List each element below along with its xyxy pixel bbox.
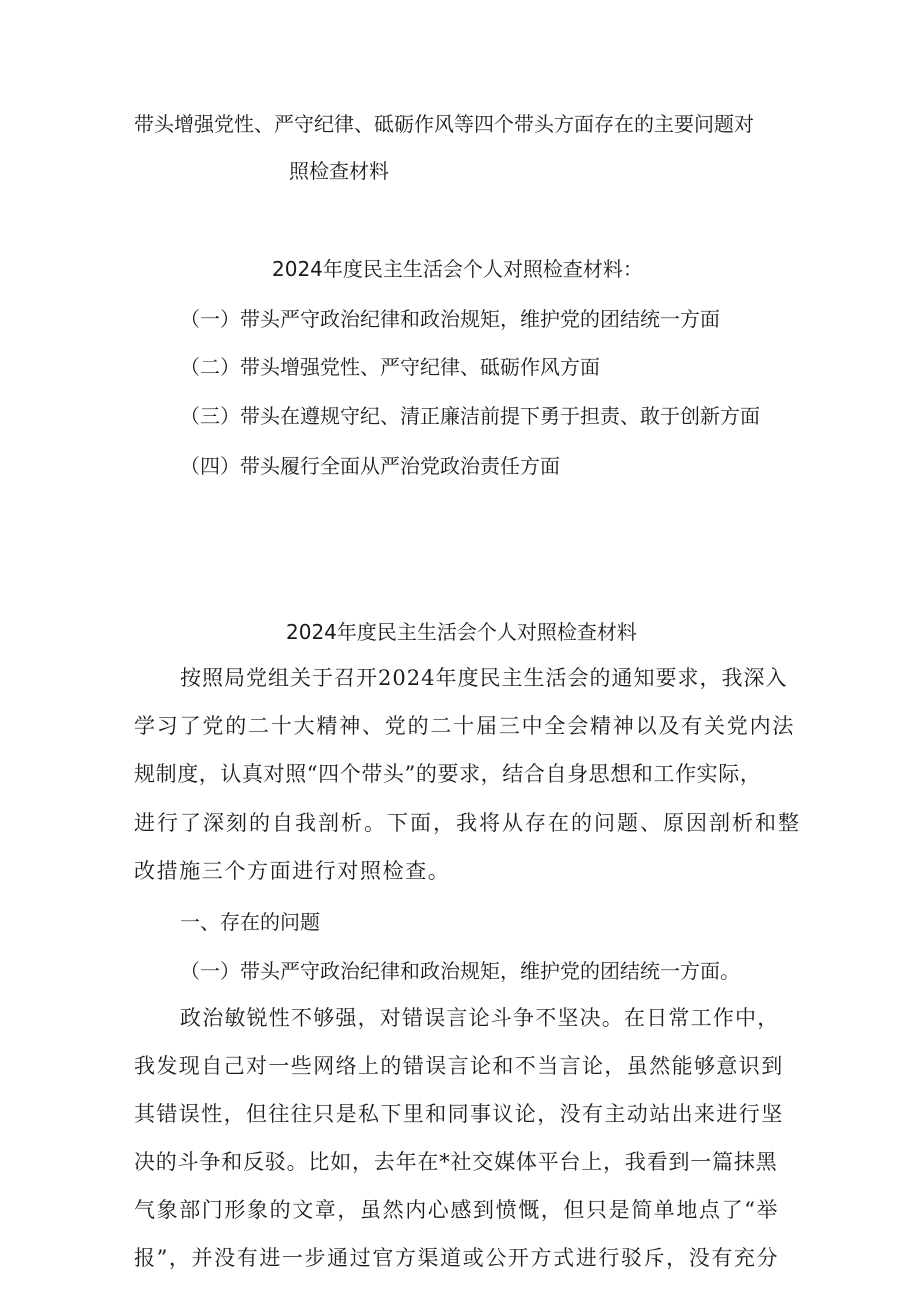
para-line-6: 报”，并没有进一步通过官方渠道或公开方式进行驳斥，没有充分 — [134, 1246, 780, 1270]
summary-item-2: （二）带头增强党性、严守纪律、砥砺作风方面 — [180, 355, 600, 379]
para-line-4: 决的斗争和反驳。比如，去年在*社交媒体平台上，我看到一篇抹黑 — [134, 1150, 778, 1174]
intro-line-2: 学习了党的二十大精神、党的二十届三中全会精神以及有关党内法 — [134, 714, 796, 738]
document-title-line-1: 带头增强党性、严守纪律、砥砺作风等四个带头方面存在的主要问题对 — [134, 112, 754, 136]
summary-item-4: （四）带头履行全面从严治党政治责任方面 — [180, 454, 560, 478]
section-title: 2024年度民主生活会个人对照检查材料 — [286, 620, 637, 644]
summary-subtitle: 2024年度民主生活会个人对照检查材料： — [272, 257, 643, 281]
para-line-3: 其错误性，但往往只是私下里和同事议论，没有主动站出来进行坚 — [134, 1102, 784, 1126]
document-title-line-2: 照检查材料 — [289, 159, 389, 183]
heading-existing-problems: 一、存在的问题 — [180, 910, 320, 934]
intro-line-5: 改措施三个方面进行对照检查。 — [134, 859, 451, 883]
heading-subsection-1: （一）带头严守政治纪律和政治规矩，维护党的团结统一方面。 — [180, 959, 740, 983]
para-line-2: 我发现自己对一些网络上的错误言论和不当言论，虽然能够意识到 — [134, 1054, 784, 1078]
para-line-5: 气象部门形象的文章，虽然内心感到愤慨，但只是简单地点了“举 — [134, 1198, 780, 1222]
para-line-1: 政治敏锐性不够强，对错误言论斗争不坚决。在日常工作中， — [180, 1006, 780, 1030]
intro-line-1: 按照局党组关于召开2024年度民主生活会的通知要求，我深入 — [180, 666, 788, 690]
summary-item-3: （三）带头在遵规守纪、清正廉洁前提下勇于担责、敢于创新方面 — [180, 404, 760, 428]
intro-line-3: 规制度，认真对照“四个带头”的要求，结合自身思想和工作实际， — [134, 762, 762, 786]
summary-item-1: （一）带头严守政治纪律和政治规矩，维护党的团结统一方面 — [180, 307, 720, 331]
intro-line-4: 进行了深刻的自我剖析。下面，我将从存在的问题、原因剖析和整 — [134, 811, 801, 835]
